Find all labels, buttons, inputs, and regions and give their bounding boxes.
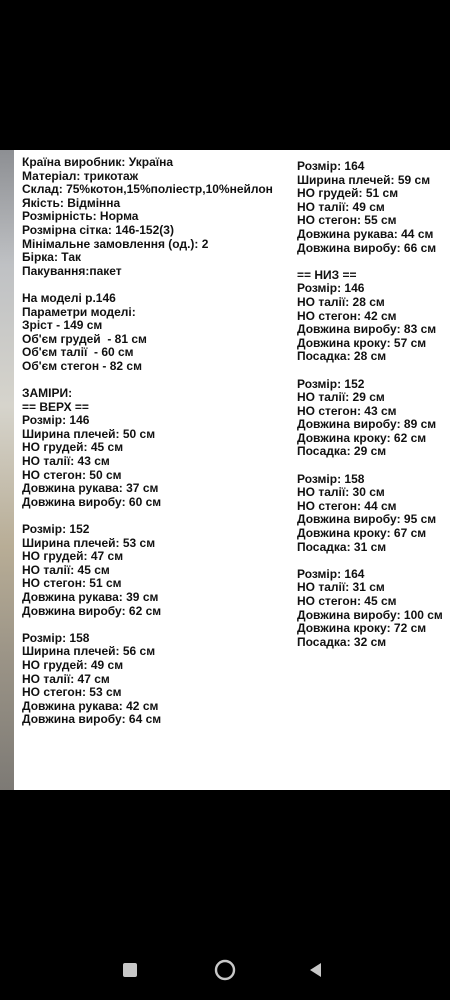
description-line: Ширина плечей: 50 см (22, 426, 156, 441)
description-line: Розмір: 164 (297, 566, 365, 581)
description-line: Зріст - 149 см (22, 318, 103, 333)
square-recent-apps-icon (122, 962, 138, 978)
description-line: Об'єм талії - 60 см (22, 345, 134, 360)
description-line: Пакування:пакет (22, 263, 122, 278)
description-line: НО талії: 45 см (22, 562, 110, 577)
description-line: Довжина виробу: 62 см (22, 603, 162, 618)
description-line: Бірка: Так (22, 250, 82, 265)
description-line: Розмірна сітка: 146-152(3) (22, 222, 174, 237)
description-line: На моделі р.146 (22, 290, 116, 305)
description-line: Довжина рукава: 39 см (22, 590, 159, 604)
description-line: Країна виробник: Україна (22, 155, 174, 169)
description-line: НО талії: 49 см (297, 199, 385, 214)
description-line: НО талії: 29 см (297, 390, 385, 405)
recent-apps-button[interactable] (116, 956, 144, 984)
system-navigation-bar (0, 940, 450, 1000)
description-line: Довжина рукава: 37 см (22, 481, 159, 496)
description-line: Розмір: 164 (297, 159, 365, 173)
description-line: Посадка: 32 см (297, 634, 387, 649)
triangle-back-icon (308, 962, 324, 978)
description-line: Довжина виробу: 66 см (297, 240, 437, 255)
description-line (22, 618, 273, 632)
photo-edge-strip (0, 150, 14, 790)
description-line: Посадка: 29 см (297, 444, 387, 459)
description-line: Якість: Відмінна (22, 195, 121, 210)
description-line: Посадка: 31 см (297, 539, 387, 554)
description-line: Довжина рукава: 42 см (22, 698, 159, 713)
description-line: НО стегон: 44 см (297, 498, 397, 513)
description-line: Мінімальне замовлення (од.): 2 (22, 236, 209, 251)
description-line: НО стегон: 55 см (297, 213, 397, 228)
back-button[interactable] (302, 956, 330, 984)
description-line: Довжина виробу: 89 см (297, 417, 437, 432)
description-line (22, 278, 273, 292)
description-line: Довжина виробу: 60 см (22, 494, 162, 509)
description-line: Довжина виробу: 64 см (22, 712, 162, 727)
description-line: == ВЕРХ == (22, 399, 89, 414)
description-line: НО стегон: 50 см (22, 467, 122, 482)
description-line: ЗАМІРИ: (22, 386, 73, 401)
home-button[interactable] (211, 956, 239, 984)
description-line: НО стегон: 42 см (297, 308, 397, 323)
product-description-image[interactable] (0, 150, 450, 790)
description-line (22, 374, 273, 388)
description-line: НО грудей: 51 см (297, 186, 399, 201)
description-line: Розмір: 152 (297, 376, 365, 391)
description-line (297, 554, 443, 568)
description-left-column (22, 156, 273, 727)
description-line: Ширина плечей: 59 см (297, 172, 431, 187)
description-line: НО талії: 30 см (297, 485, 385, 500)
description-line: Розмірність: Норма (22, 209, 139, 224)
description-line: Довжина кроку: 72 см (297, 621, 427, 636)
description-line: НО грудей: 45 см (22, 440, 124, 455)
description-line: Ширина плечей: 56 см (22, 644, 156, 659)
description-line: Довжина рукава: 44 см (297, 226, 434, 241)
description-line (22, 509, 273, 523)
description-line: Посадка: 28 см (297, 349, 387, 364)
description-line: Ширина плечей: 53 см (22, 535, 156, 550)
description-line: НО талії: 31 см (297, 580, 385, 595)
description-line: Матеріал: трикотаж (22, 168, 139, 183)
description-line: Склад: 75%котон,15%поліестр,10%нейлон (22, 182, 273, 197)
description-line (297, 459, 443, 473)
description-line: Розмір: 152 (22, 522, 90, 537)
description-line: НО талії: 47 см (22, 671, 110, 686)
description-line: Довжина кроку: 67 см (297, 526, 427, 541)
description-line: Розмір: 158 (22, 630, 90, 645)
description-line: Розмір: 146 (297, 281, 365, 296)
description-line: НО грудей: 47 см (22, 549, 124, 564)
description-line: НО грудей: 49 см (22, 657, 124, 672)
description-line: НО талії: 28 см (297, 294, 385, 309)
description-line: Довжина виробу: 95 см (297, 512, 437, 527)
description-line: Параметри моделі: (22, 304, 136, 319)
description-right-column (297, 160, 443, 649)
description-line: Розмір: 158 (297, 471, 365, 486)
description-line: НО стегон: 51 см (22, 576, 122, 591)
description-line (297, 364, 443, 378)
description-line: Довжина кроку: 57 см (297, 335, 427, 350)
description-line: Об'єм грудей - 81 см (22, 331, 147, 346)
description-line: НО талії: 43 см (22, 454, 110, 469)
description-line: == НИЗ == (297, 267, 357, 282)
description-line: Довжина виробу: 83 см (297, 322, 437, 337)
description-line: Об'єм стегон - 82 см (22, 358, 142, 373)
description-line: НО стегон: 43 см (297, 403, 397, 418)
description-line: Довжина кроку: 62 см (297, 430, 427, 445)
description-line: НО стегон: 53 см (22, 685, 122, 700)
description-line: НО стегон: 45 см (297, 594, 397, 608)
description-line: Довжина виробу: 100 см (297, 607, 443, 622)
description-line: Розмір: 146 (22, 413, 90, 428)
description-line (297, 255, 443, 269)
circle-home-icon (213, 958, 237, 982)
